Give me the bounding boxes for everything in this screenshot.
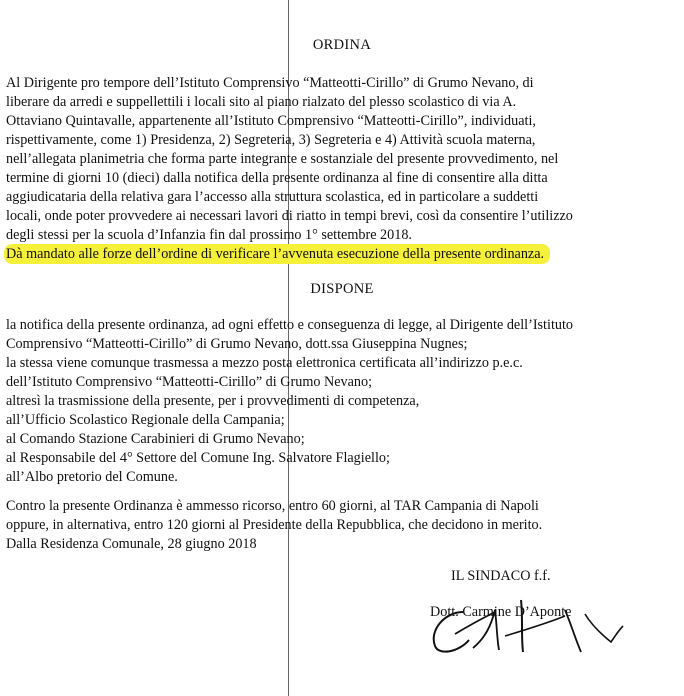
ordina-line: rispettivamente, come 1) Presidenza, 2) Segreteria, 3) Segreteria e 4) Attività scuola materna, (6, 132, 536, 148)
closing-line: Contro la presente Ordinanza è ammesso ricorso, entro 60 giorni, al TAR Campania di Napoli (6, 498, 539, 514)
heading-dispone: DISPONE (310, 281, 374, 297)
highlighted-mandate: Dà mandato alle forze dell’ordine di verificare l’avvenuta esecuzione della presente ordinanza. (6, 246, 548, 262)
dispone-line: all’Ufficio Scolastico Regionale della Campania; (6, 412, 285, 428)
signer-title: IL SINDACO f.f. (451, 568, 551, 584)
ordina-line: degli stessi per la scuola d’Infanzia fin dal prossimo 1° settembre 2018. (6, 227, 412, 243)
dispone-line: Comprensivo “Matteotti-Cirillo” di Grumo Nevano, dott.ssa Giuseppina Nugnes; (6, 336, 468, 352)
mandate-line (6, 245, 674, 264)
ordina-line: nell’allegata planimetria che forma parte integrante e sostanziale del presente provvedimento, nel (6, 151, 559, 167)
ordina-line: liberare da arredi e suppellettili i locali sito al piano rialzato del plesso scolastico di via A. (6, 94, 517, 110)
dispone-line: all’Albo pretorio del Comune. (6, 469, 178, 485)
ordina-line: Al Dirigente pro tempore dell’Istituto Comprensivo “Matteotti-Cirillo” di Grumo Nevano, di (6, 75, 534, 91)
dispone-line: dell’Istituto Comprensivo “Matteotti-Cirillo” di Grumo Nevano; (6, 374, 373, 390)
dispone-line: al Responsabile del 4° Settore del Comune Ing. Salvatore Flagiello; (6, 450, 390, 466)
dispone-line: al Comando Stazione Carabinieri di Grumo Nevano; (6, 431, 305, 447)
dispone-list (6, 316, 674, 487)
closing-line: oppure, in alternativa, entro 120 giorni al Presidente della Repubblica, che decidono in merito. (6, 517, 543, 533)
ordina-line: locali, onde poter provvedere ai necessari lavori di riatto in tempi brevi, così da consentire l’utilizzo (6, 208, 573, 224)
ordina-paragraph (6, 74, 674, 264)
ordina-line: Ottaviano Quintavalle, appartenente all’Istituto Comprensivo “Matteotti-Cirillo”, individuati, (6, 113, 536, 129)
ordina-line: aggiudicataria della relativa gara l’accesso alla struttura scolastica, ed in particolare a suddetti (6, 189, 539, 205)
ordina-line: termine di giorni 10 (dieci) dalla notifica della presente ordinanza al fine di consentire alla ditta (6, 170, 548, 186)
handwritten-signature (425, 590, 635, 660)
dispone-line: altresì la trasmissione della presente, per i provvedimenti di competenza, (6, 393, 420, 409)
date-line: Dalla Residenza Comunale, 28 giugno 2018 (6, 536, 257, 552)
dispone-line: la stessa viene comunque trasmessa a mezzo posta elettronica certificata all’indirizzo p.e.c. (6, 355, 523, 371)
signer-name: Dott. Carmine D’Aponte (430, 604, 572, 620)
heading-ordina: ORDINA (312, 37, 372, 53)
closing-paragraph (6, 497, 674, 554)
dispone-line: la notifica della presente ordinanza, ad ogni effetto e conseguenza di legge, al Dirigente dell’Istituto (6, 317, 574, 333)
